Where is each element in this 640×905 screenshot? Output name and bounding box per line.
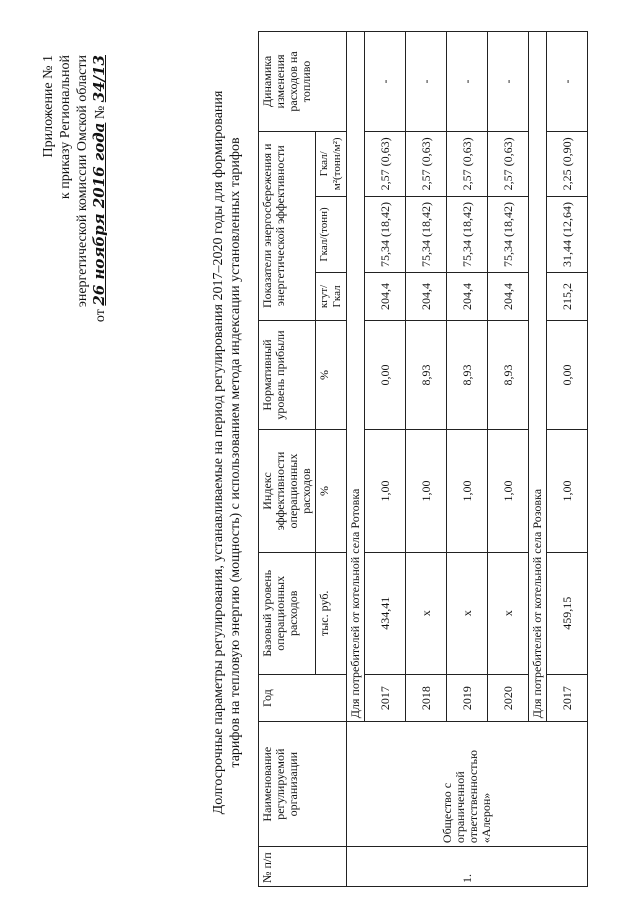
cell-year: 2018 (406, 674, 447, 721)
header-num: № п/п (259, 847, 347, 887)
unit-e3: Гкал/м²(тонн/м²) (316, 131, 347, 196)
cell-e3: 2,25 (0,90) (547, 131, 588, 196)
cell-profit: 0,00 (365, 320, 406, 430)
cell-e1: 215,2 (547, 273, 588, 320)
cell-year: 2017 (547, 674, 588, 721)
cell-e3: 2,57 (0,63) (365, 131, 406, 196)
cell-fuel: - (406, 32, 447, 132)
cell-e1: 204,4 (488, 273, 529, 320)
cell-e3: 2,57 (0,63) (447, 131, 488, 196)
number-label: № (93, 105, 108, 120)
cell-year: 2020 (488, 674, 529, 721)
unit-profit: % (316, 320, 347, 430)
unit-e2: Гкал/(тонн) (316, 196, 347, 273)
unit-e1: кгут/ Гкал (316, 273, 347, 320)
cell-base: 434,41 (365, 552, 406, 674)
cell-e2: 75,34 (18,42) (406, 196, 447, 273)
cell-index: 1,00 (488, 430, 529, 552)
cell-index: 1,00 (447, 430, 488, 552)
header-org: Наименование регулируемой организации (259, 722, 347, 847)
header-row (259, 32, 316, 887)
cell-index: 1,00 (365, 430, 406, 552)
section-row (347, 32, 365, 887)
header-index: Индекс эффективности операционных расходов (259, 430, 316, 552)
cell-profit: 8,93 (447, 320, 488, 430)
unit-index: % (316, 430, 347, 552)
cell-base: x (406, 552, 447, 674)
cell-profit: 0,00 (547, 320, 588, 430)
unit-base: тыс. руб. (316, 552, 347, 674)
header-year: Год (259, 674, 347, 721)
cell-index: 1,00 (547, 430, 588, 552)
appendix-line1: Приложение № 1 (41, 55, 56, 158)
handwritten-date: 26 ноября 2016 года (90, 122, 108, 306)
appendix-line3: энергетической комиссии Омской области (75, 55, 90, 308)
appendix-line2: к приказу Региональной (58, 55, 73, 200)
cell-index: 1,00 (406, 430, 447, 552)
appendix-line4 (91, 55, 109, 322)
cell-e2: 75,34 (18,42) (447, 196, 488, 273)
title-line2: тарифов на тепловую энергию (мощность) с использованием метода индексации установленных тарифов (228, 137, 243, 768)
cell-e3: 2,57 (0,63) (406, 131, 447, 196)
document-title (210, 0, 244, 905)
cell-fuel: - (547, 32, 588, 132)
header-fuel: Динамика изменения расходов на топливо (259, 32, 347, 132)
section-label: Для потребителей от котельной села Ротовка (347, 32, 365, 722)
parameters-table (258, 31, 588, 887)
cell-e1: 204,4 (406, 273, 447, 320)
from-label: от (93, 309, 108, 323)
handwritten-number: 34/13 (90, 55, 108, 103)
org-number: 1. (347, 847, 588, 887)
cell-fuel: - (447, 32, 488, 132)
cell-e3: 2,57 (0,63) (488, 131, 529, 196)
cell-e1: 204,4 (447, 273, 488, 320)
cell-year: 2017 (365, 674, 406, 721)
cell-fuel: - (488, 32, 529, 132)
cell-base: 459,15 (547, 552, 588, 674)
title-line1: Долгосрочные параметры регулирования, устанавливаемые на период регулирования 2017–2020 годы для формирования (211, 90, 226, 815)
cell-profit: 8,93 (488, 320, 529, 430)
org-name: Общество с ограниченной ответственностью «Алерон» (347, 722, 588, 847)
cell-base: x (488, 552, 529, 674)
appendix-header (40, 55, 109, 322)
cell-base: x (447, 552, 488, 674)
header-base: Базовый уровень операционных расходов (259, 552, 316, 674)
cell-profit: 8,93 (406, 320, 447, 430)
cell-e2: 31,44 (12,64) (547, 196, 588, 273)
cell-fuel: - (365, 32, 406, 132)
header-energy: Показатели энергосбережения и энергетической эффективности (259, 131, 316, 320)
cell-year: 2019 (447, 674, 488, 721)
cell-e2: 75,34 (18,42) (365, 196, 406, 273)
cell-e2: 75,34 (18,42) (488, 196, 529, 273)
header-profit: Нормативный уровень прибыли (259, 320, 316, 430)
cell-e1: 204,4 (365, 273, 406, 320)
section-label: Для потребителей от котельной села Розовка (529, 32, 547, 722)
